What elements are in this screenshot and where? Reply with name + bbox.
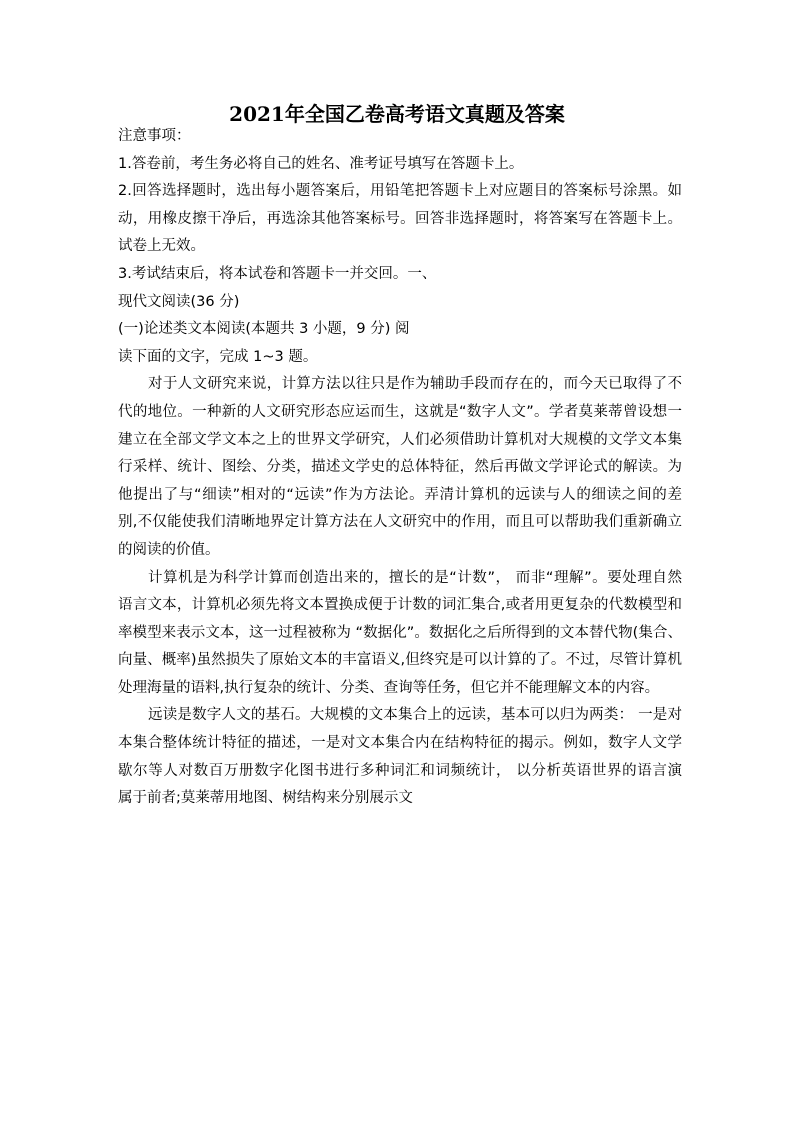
text-line: 向量、概率)虽然损失了原始文本的丰富语义,但终究是可以计算的了。不过，尽管计算机 [118, 652, 682, 669]
text-line: (一)论述类文本阅读(本题共 3 小题，9 分) 阅 [118, 321, 410, 338]
text-line: 属于前者;莫莱蒂用地图、树结构来分别展示文 [118, 790, 413, 807]
document-body [118, 123, 682, 813]
text-line: 1.答卷前，考生务必将自己的姓名、准考证号填写在答题卡上。 [118, 155, 524, 172]
text-line: 建立在全部文学文本之上的世界文学研究，人们必须借助计算机对大规模的文学文本集 [118, 431, 682, 448]
text-line: 对于人文研究来说，计算方法以往只是作为辅助手段而存在的，而今天已取得了不 [148, 376, 682, 393]
text-line: 计算机是为科学计算而创造出来的，擅长的是“计数”， 而非“理解”。要处理自然 [148, 569, 682, 586]
text-line: 他提出了与“细读”相对的“远读”作为方法论。弄清计算机的远读与人的细读之间的差 [118, 486, 682, 503]
text-line: 读下面的文字，完成 1~3 题。 [118, 348, 318, 365]
text-line: 动，用橡皮擦干净后，再选涂其他答案标号。回答非选择题时，将答案写在答题卡上。 [118, 210, 682, 227]
text-line: 率模型来表示文本，这一过程被称为 “数据化”。数据化之后所得到的文本替代物(集合、 [118, 624, 682, 641]
document-title: 2021年全国乙卷高考语文真题及答案 [229, 102, 565, 126]
text-line: 的阅读的价值。 [118, 541, 220, 558]
text-line: 行采样、统计、图绘、分类，描述文学史的总体特征，然后再做文学评论式的解读。为 [118, 459, 682, 476]
text-line: 代的地位。一种新的人文研究形态应运而生，这就是“数字人文”。学者莫莱蒂曾设想一 [118, 403, 682, 420]
text-line: 语言文本，计算机必须先将文本置换成便于计数的词汇集合,或者用更复杂的代数模型和 [118, 597, 682, 614]
text-line: 别,不仅能使我们清晰地界定计算方法在人文研究中的作用，而且可以帮助我们重新确立 [118, 514, 682, 531]
text-line: 歇尔等人对数百万册数字化图书进行多种词汇和词频统计， 以分析英语世界的语言演 [118, 762, 682, 779]
text-line: 处理海量的语料,执行复杂的统计、分类、查询等任务，但它并不能理解文本的内容。 [118, 679, 660, 696]
text-line: 3.考试结束后，将本试卷和答题卡一并交回。一、 [118, 265, 437, 282]
text-line: 2.回答选择题时，选出每小题答案后，用铅笔把答题卡上对应题目的答案标号涂黑。如 [118, 183, 682, 200]
text-line: 注意事项： [118, 128, 191, 144]
text-line: 试卷上无效。 [118, 238, 205, 255]
text-line: 远读是数字人文的基石。大规模的文本集合上的远读，基本可以归为两类： 一是对 [148, 707, 682, 724]
text-line: 现代文阅读(36 分) [118, 293, 240, 310]
text-line: 本集合整体统计特征的描述，一是对文本集合内在结构特征的揭示。例如，数字人文学 [118, 735, 682, 752]
